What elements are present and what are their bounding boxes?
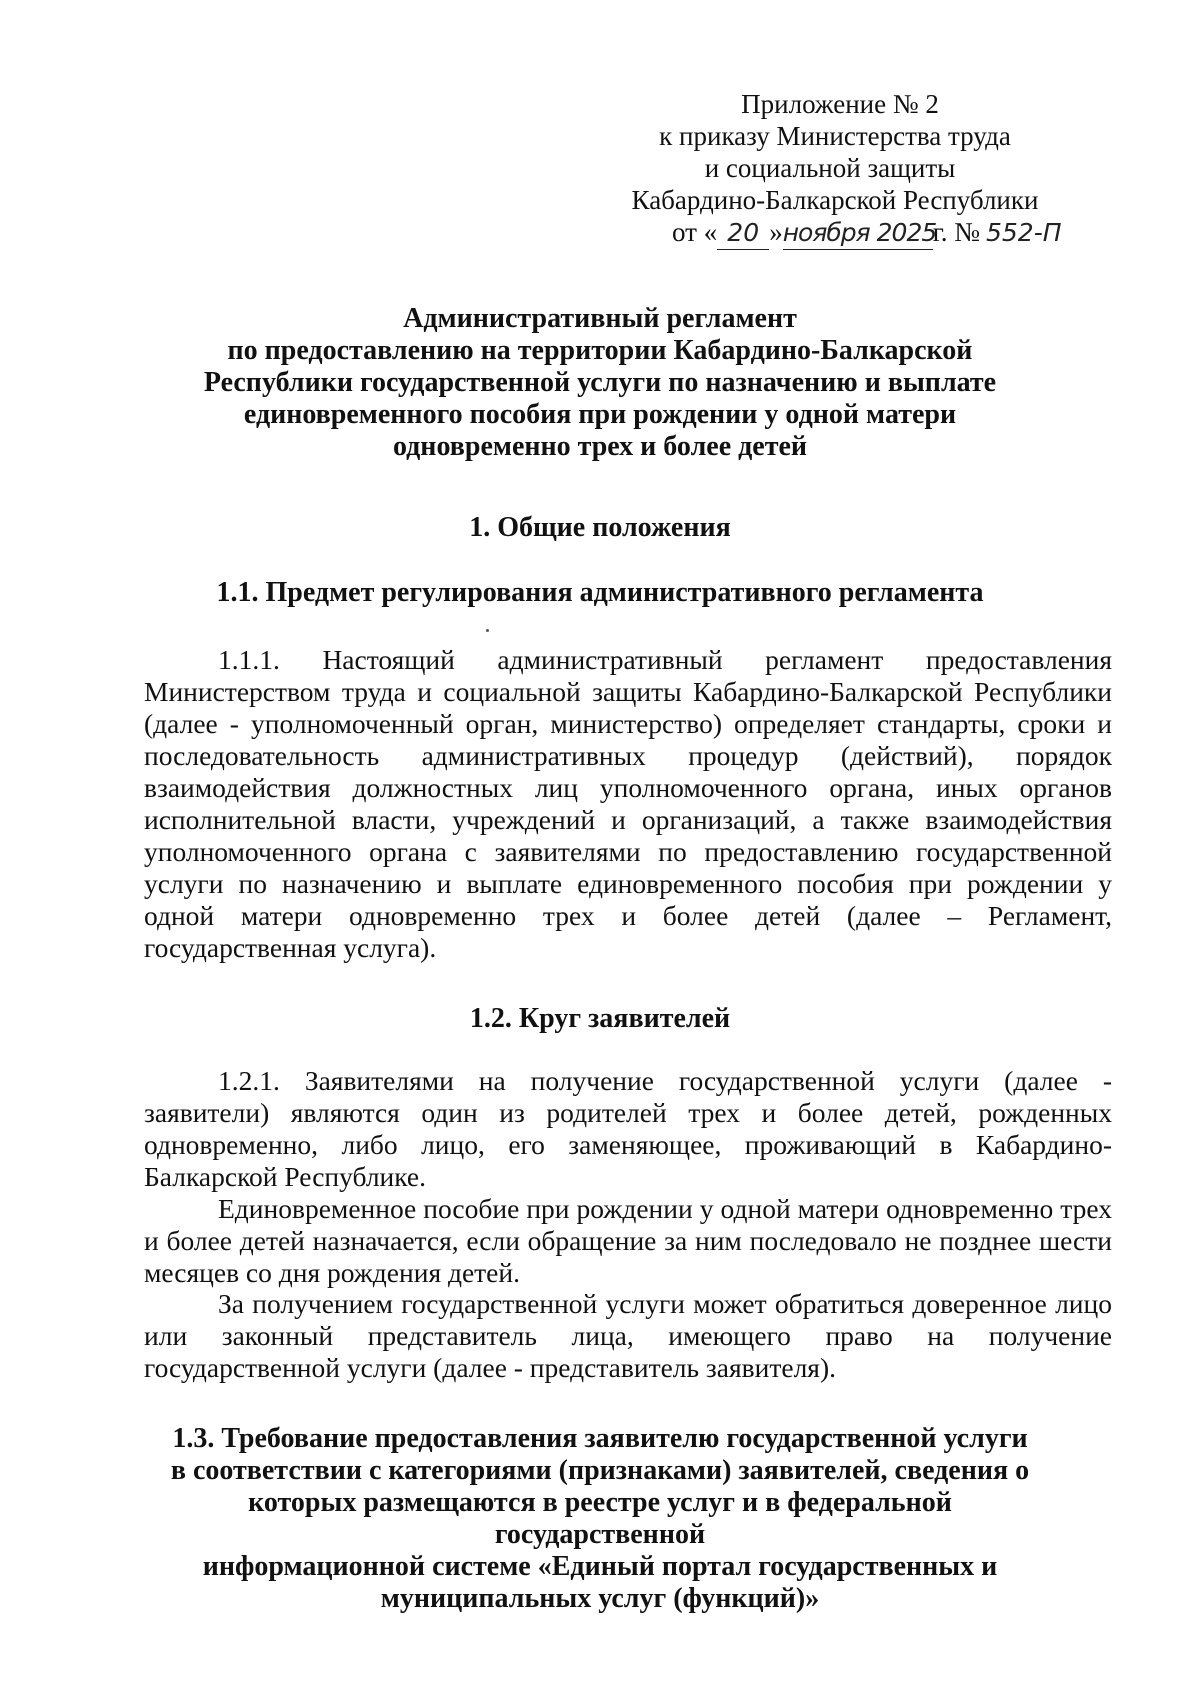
paragraph-1-2-2: Единовременное пособие при рождении у одной матери одновременно трех и более детей назначается, если обращение за ним последовало не позднее шести месяцев со дня рождения детей.	[144, 1193, 1112, 1288]
date-suffix: г. №	[932, 217, 980, 247]
handwritten-month-year: ноября 2025	[783, 217, 933, 250]
annex-ministry-line: и социальной защиты	[704, 153, 956, 183]
document-title	[150, 303, 1050, 463]
title-line-3: Республики государственной услуги по назначению и выплате	[203, 367, 997, 398]
annex-republic-line: Кабардино-Балкарской Республики	[631, 185, 1039, 215]
date-prefix: от «	[672, 217, 718, 247]
scan-speck	[486, 629, 489, 632]
subsection-heading-1-1: 1.1. Предмет регулирования административного регламента	[216, 577, 984, 608]
title-line-5: одновременно трех и более детей	[392, 431, 808, 462]
annex-number: Приложение № 2	[741, 89, 939, 119]
title-line-1: Административный регламент	[403, 303, 797, 334]
paragraph-1-2-3: За получением государственной услуги может обратиться доверенное лицо или законный представитель лица, имеющего право на получение государственной услуги (далее - представитель заявителя).	[144, 1288, 1112, 1383]
title-line-2: по предоставлению на территории Кабардино-Балкарской	[227, 335, 973, 366]
handwritten-order-number: 552-П	[986, 218, 1062, 247]
section-heading-1: 1. Общие положения	[469, 512, 731, 543]
handwritten-day: 20	[717, 217, 769, 250]
annex-order-ref: к приказу Министерства труда	[659, 121, 1011, 151]
heading-1-3-line-4: информационной системе «Единый портал государственных и	[202, 1551, 998, 1582]
paragraph-1-2-1: 1.2.1. Заявителями на получение государственной услуги (далее - заявители) являются один из родителей трех и более детей, рожденных одновременно, либо лицо, его заменяющее, проживающий в Кабардино-Балкарской Республике.	[144, 1065, 1112, 1192]
subsection-heading-1-3	[150, 1423, 1050, 1615]
heading-1-3-line-1: 1.3. Требование предоставления заявителю государственной услуги	[172, 1423, 1028, 1454]
heading-1-3-line-2: в соответствии с категориями (признаками) заявителей, сведения о	[170, 1455, 1030, 1486]
heading-1-3-line-3: которых размещаются в реестре услуг и в федеральной государственной	[248, 1487, 952, 1550]
annex-header	[600, 88, 1060, 250]
subsection-heading-1-2: 1.2. Круг заявителей	[469, 1003, 731, 1034]
heading-1-3-line-5: муниципальных услуг (функций)»	[380, 1583, 820, 1614]
title-line-4: единовременного пособия при рождении у одной матери	[243, 399, 957, 430]
paragraph-1-1-1: 1.1.1. Настоящий административный регламент предоставления Министерством труда и социальной защиты Кабардино-Балкарской Республики (далее - уполномоченный орган, министерство) определяет стандарты, сроки и последовательность административных процедур (действий), порядок взаимодействия должностных лиц уполномоченного органа, иных органов исполнительной власти, учреждений и организаций, а также взаимодействия уполномоченного органа с заявителями по предоставлению государственной услуги по назначению и выплате единовременного пособия при рождении у одной матери одновременно трех и более детей (далее – Регламент, государственная услуга).	[144, 644, 1112, 963]
annex-date-line	[600, 216, 1060, 250]
date-mid: »	[769, 217, 783, 247]
